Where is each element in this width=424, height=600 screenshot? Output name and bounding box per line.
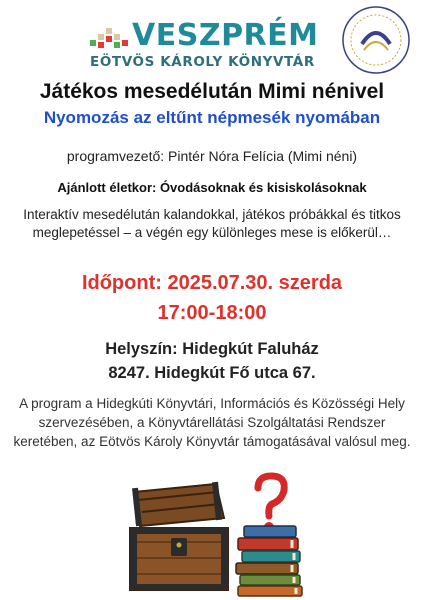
event-subtitle: Nyomozás az eltűnt népmesék nyomában (43, 108, 381, 127)
seal-icon (340, 4, 412, 76)
event-description: Interaktív mesedélután kalandokkal, játékos próbákkal és titkos meglepetéssel – a végén egy különleges mese is előkerül… (23, 207, 401, 240)
logo-title: VESZPRÉM (132, 18, 319, 53)
event-address: 8247. Hidegkút Fő utca 67. (108, 364, 316, 382)
organizer-note: A program a Hidegkúti Könyvtári, Információs és Közösségi Hely szervezésében, a Könyvtárellátási Szolgáltatási Rendszer keretében, az Eötvös Károly Könyvtár támogatásával valósul meg. (13, 396, 411, 449)
event-leader: programvezető: Pintér Nóra Felícia (Mimi néni) (66, 148, 358, 164)
event-time: 17:00-18:00 (157, 302, 267, 324)
logo-subtitle: EÖTVÖS KÁROLY KÖNYVTÁR (90, 54, 315, 70)
library-logo (88, 12, 320, 72)
event-venue: Helyszín: Hidegkút Faluház (105, 340, 319, 358)
crown-icon (88, 24, 132, 52)
recommended-age: Ajánlott életkor: Óvodásoknak és kisiskolásoknak (57, 180, 367, 195)
event-title: Játékos mesedélután Mimi nénivel (39, 80, 385, 103)
treasure-chest-icon (120, 478, 238, 596)
event-date: Időpont: 2025.07.30. szerda (81, 272, 343, 294)
book-stack-icon (234, 522, 310, 598)
